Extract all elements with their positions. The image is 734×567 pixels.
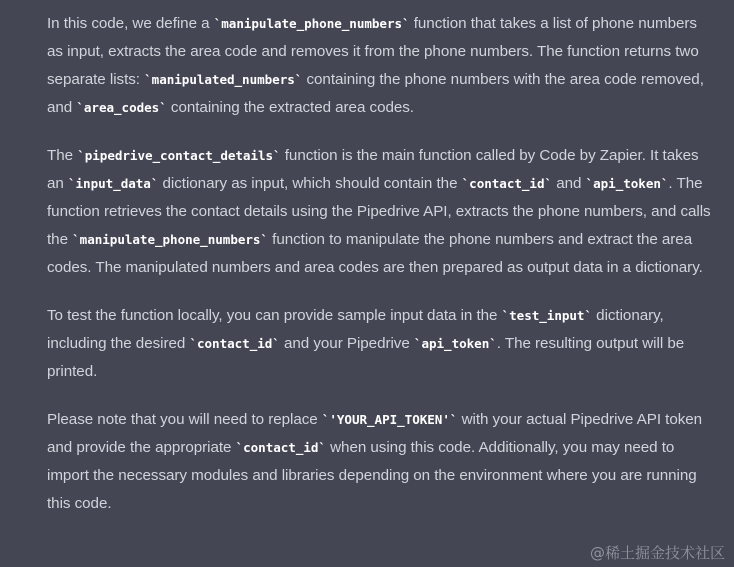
text-segment: dictionary as input, which should contain the [158,175,462,192]
inline-code: `'YOUR_API_TOKEN'` [321,412,458,427]
inline-code: `contact_id` [189,336,280,351]
text-segment: In this code, we define a [47,15,214,32]
inline-code: `test_input` [501,308,592,323]
text-segment: . The function retrieves the contact details using the Pipedrive API, extracts the phone numbers, and calls the [47,175,711,248]
text-segment: function is the main function called by Code by Zapier. It takes an [47,147,699,192]
assistant-message [47,10,711,538]
inline-code: `manipulate_phone_numbers` [213,16,410,31]
text-segment: containing the extracted area codes. [166,99,414,116]
text-segment: The [47,147,78,164]
inline-code: `area_codes` [76,100,167,115]
inline-code: `pipedrive_contact_details` [77,148,281,163]
paragraph-4 [47,406,711,518]
paragraph-2 [47,142,711,282]
text-segment: To test the function locally, you can provide sample input data in the [47,307,502,324]
text-segment: when using this code. Additionally, you may need to import the necessary modules and libraries depending on the environment where you are running this code. [47,439,697,512]
text-segment: function that takes a list of phone numbers as input, extracts the area code and removes it from the phone numbers. The function returns two separate lists: [47,15,699,88]
text-segment: and [552,175,586,192]
text-segment: containing the phone numbers with the area code removed, and [47,71,704,116]
inline-code: `contact_id` [235,440,326,455]
inline-code: `input_data` [67,176,159,191]
text-segment: dictionary, including the desired [47,307,664,352]
paragraph-1 [47,10,711,122]
inline-code: `manipulated_numbers` [144,72,303,87]
text-segment: function to manipulate the phone numbers and extract the area codes. The manipulated numbers and area codes are then prepared as output data in a dictionary. [47,231,703,276]
paragraph-3 [47,302,711,386]
inline-code: `manipulate_phone_numbers` [72,232,268,247]
inline-code: `api_token` [413,336,497,351]
watermark: @稀土掘金技术社区 [589,544,725,562]
text-segment: Please note that you will need to replace [47,411,322,428]
text-segment: with your actual Pipedrive API token and provide the appropriate [47,411,703,456]
text-segment: and your Pipedrive [279,335,414,352]
inline-code: `contact_id` [461,176,553,191]
inline-code: `api_token` [585,176,669,191]
text-segment: . The resulting output will be printed. [47,335,685,380]
